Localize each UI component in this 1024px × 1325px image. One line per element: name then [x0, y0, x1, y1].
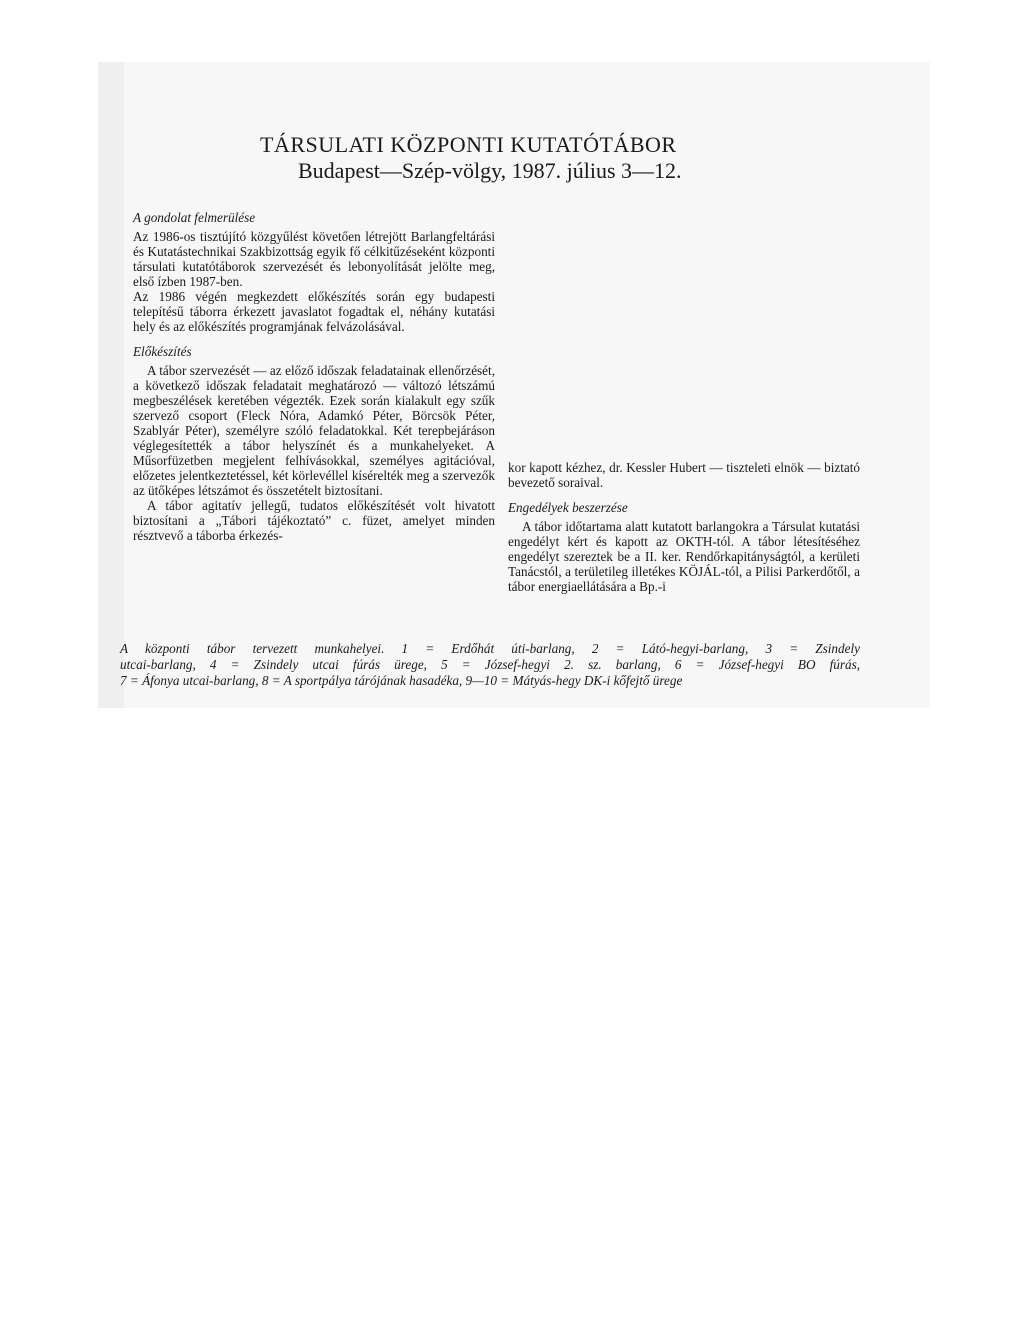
caption-line-3: 7 = Áfonya utcai-barlang, 8 = A sportpálya tárójának hasadéka, 9—10 = Mátyás-hegy DK-i kőfejtő ürege — [120, 673, 683, 688]
scan-gutter-shadow — [98, 62, 124, 708]
paragraph-idea-2: Az 1986 végén megkezdett előkészítés során egy budapesti telepítésű táborra érkezett javaslatot fogadtak el, néhány kutatási hely és az előkészítés programjának felvázolásával. — [133, 289, 495, 334]
paragraph-preparation-2: A tábor agitatív jellegű, tudatos előkészítését volt hivatott biztosítani a „Tábori tájékoztató” c. füzet, amelyet minden résztvevő a táborba érkezés- — [133, 498, 495, 543]
section-heading-permits: Engedélyek beszerzése — [508, 500, 628, 515]
caption-line-2: utcai-barlang, 4 = Zsindely utcai fúrás ürege, 5 = József-hegyi 2. sz. barlang, 6 = József-hegyi BO fúrás, — [120, 657, 860, 672]
section-heading-preparation: Előkészítés — [133, 344, 192, 359]
right-column — [508, 460, 860, 594]
left-column — [133, 210, 495, 543]
paragraph-permits: A tábor időtartama alatt kutatott barlangokra a Társulat kutatási engedélyt kért és kapott az OKTH-tól. A tábor létesítéséhez engedélyt szereztek be a II. ker. Rendőrkapitányságtól, a kerületi Tanácstól, a területileg illetékes KÖJÁL-tól, a Pilisi Parkerdőtől, a tábor energiaellátására a Bp.-i — [508, 519, 860, 594]
page-subtitle: Budapest—Szép-völgy, 1987. július 3—12. — [298, 158, 682, 183]
caption-line-1: A központi tábor tervezett munkahelyei. 1 = Erdőhát úti-barlang, 2 = Látó-hegyi-barlang, 3 = Zsindely — [120, 641, 860, 656]
paragraph-preparation-1: A tábor szervezését — az előző időszak feladatainak ellenőrzését, a következő időszak feladatait meghatározó — változó létszámú megbeszélések keretében végezték. Ezek során kialakult egy szűk szervező csoport (Fleck Nóra, Adamkó Péter, Börcsök Péter, Szablyár Péter), személyre szóló feladatokkal. Két terepbejáráson véglegesítették a tábor helyszínét és a munkahelyeket. A Műsorfüzetben megjelent felhívásokkal, személyes agitációval, előzetes jelentkeztetéssel, két körlevéllel kísérelték meg a szervezők az ütőképes létszámot és összetételt biztosítani. — [133, 363, 495, 498]
paragraph-continuation: kor kapott kézhez, dr. Kessler Hubert — tiszteleti elnök — biztató bevezető soraival. — [508, 460, 860, 490]
paragraph-idea-1: Az 1986-os tisztújító közgyűlést követően létrejött Barlangfeltárási és Kutatástechnikai Szakbizottság egyik fő célkitűzéseként központi társulati kutatótáborok szervezését és lebonyolítását jelölte meg, első ízben 1987-ben. — [133, 229, 495, 289]
section-heading-idea: A gondolat felmerülése — [133, 210, 256, 225]
page-title: TÁRSULATI KÖZPONTI KUTATÓTÁBOR — [260, 132, 677, 157]
figure-caption — [120, 641, 860, 689]
